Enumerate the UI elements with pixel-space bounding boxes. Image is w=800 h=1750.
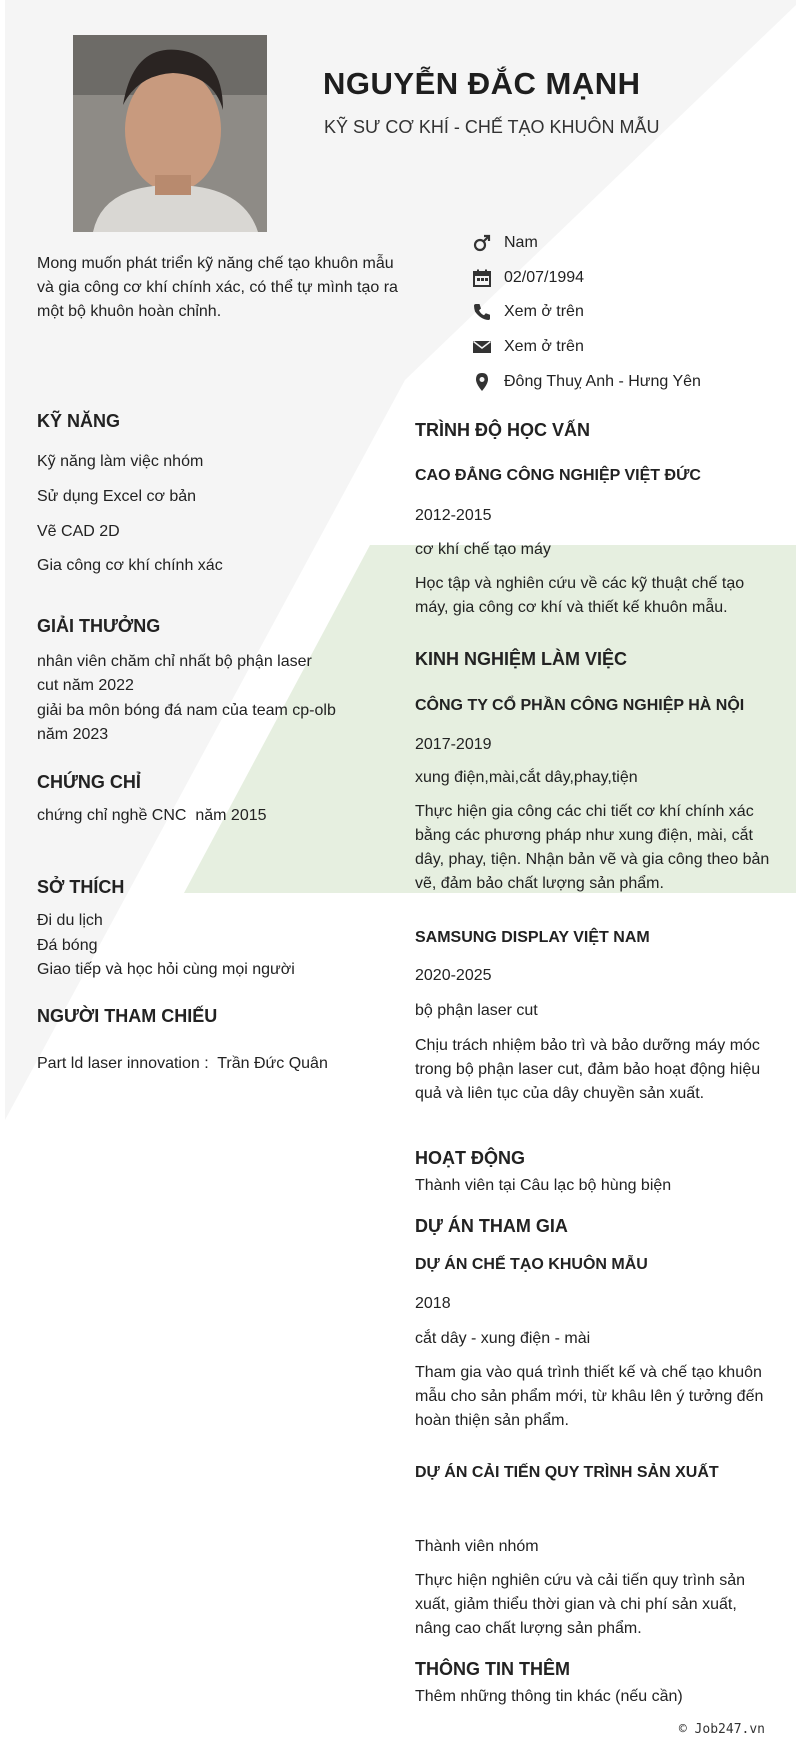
- birthday-value: 02/07/1994: [504, 269, 585, 286]
- certificate-item: chứng chỉ nghề CNC năm 2015: [37, 807, 267, 824]
- calendar-icon: [472, 268, 492, 288]
- job-description: Chịu trách nhiệm bảo trì và bảo dưỡng máy móc trong bộ phận laser cut, đảm bảo hoạt động hiệu quả và liên tục của dây chuyền sản xuất.: [415, 1037, 761, 1102]
- job-company: CÔNG TY CỔ PHẦN CÔNG NGHIỆP HÀ NỘI: [415, 697, 745, 714]
- hobby-item: Đá bóng: [37, 937, 98, 954]
- hobby-item: Giao tiếp và học hỏi cùng mọi người: [37, 961, 295, 978]
- project-description: Thực hiện nghiên cứu và cải tiến quy trình sản xuất, giảm thiểu thời gian và chi phí sản xuất, nâng cao chất lượng sản phẩm.: [415, 1572, 746, 1637]
- project-name: DỰ ÁN CẢI TIẾN QUY TRÌNH SẢN XUẤT: [415, 1464, 719, 1481]
- experience-heading: KINH NGHIỆM LÀM VIỆC: [415, 649, 628, 669]
- education-school: CAO ĐẲNG CÔNG NGHIỆP VIỆT ĐỨC: [415, 467, 701, 484]
- gender-icon: [472, 233, 492, 253]
- project-role: Thành viên nhóm: [415, 1538, 539, 1555]
- profile-photo: [73, 35, 267, 232]
- location-pin-icon: [472, 372, 492, 392]
- education-description: Học tập và nghiên cứu về các kỹ thuật chế tạo máy, gia công cơ khí và thiết kế khuôn mẫu.: [415, 575, 745, 616]
- phone-value: Xem ở trên: [504, 303, 584, 320]
- skills-heading: KỸ NĂNG: [37, 411, 121, 431]
- contact-birthday: [472, 266, 584, 290]
- additional-heading: THÔNG TIN THÊM: [415, 1659, 570, 1679]
- skill-item: Sử dụng Excel cơ bản: [37, 488, 197, 505]
- skill-item: Vẽ CAD 2D: [37, 523, 120, 540]
- education-major: cơ khí chế tạo máy: [415, 541, 551, 558]
- job-company: SAMSUNG DISPLAY VIỆT NAM: [415, 929, 650, 946]
- education-period: 2012-2015: [415, 507, 492, 524]
- address-value: Đông Thuỵ Anh - Hưng Yên: [504, 373, 701, 390]
- additional-text: Thêm những thông tin khác (nếu cần): [415, 1688, 683, 1705]
- mail-icon: [472, 337, 492, 357]
- award-item: nhân viên chăm chỉ nhất bộ phận laser cut năm 2022: [37, 653, 312, 694]
- phone-icon: [472, 302, 492, 322]
- project-period: 2018: [415, 1295, 451, 1312]
- footer-watermark: © Job247.vn: [678, 1722, 765, 1737]
- references-heading: NGƯỜI THAM CHIẾU: [37, 1006, 218, 1026]
- contact-phone: [472, 300, 584, 324]
- contact-email: [472, 335, 584, 359]
- skill-item: Gia công cơ khí chính xác: [37, 557, 223, 574]
- candidate-name: NGUYỄN ĐẮC MẠNH: [323, 66, 641, 101]
- contact-gender: [472, 231, 538, 255]
- job-position: bộ phận laser cut: [415, 1002, 538, 1019]
- project-description: Tham gia vào quá trình thiết kế và chế tạo khuôn mẫu cho sản phẩm mới, từ khâu lên ý tưởng đến hoàn thiện sản phẩm.: [415, 1364, 764, 1429]
- avatar: [73, 35, 267, 232]
- job-description: Thực hiện gia công các chi tiết cơ khí chính xác bằng các phương pháp như xung điện, mài, cắt dây, phay, tiện. Nhận bản vẽ và gia công theo bản vẽ, đảm bảo chất lượng sản phẩm.: [415, 803, 770, 892]
- hobby-item: Đi du lịch: [37, 912, 103, 929]
- projects-heading: DỰ ÁN THAM GIA: [415, 1216, 568, 1236]
- gender-value: Nam: [504, 234, 538, 251]
- skill-item: Kỹ năng làm việc nhóm: [37, 453, 204, 470]
- job-period: 2020-2025: [415, 967, 492, 984]
- email-value: Xem ở trên: [504, 338, 584, 355]
- education-heading: TRÌNH ĐỘ HỌC VẤN: [415, 420, 590, 440]
- job-period: 2017-2019: [415, 736, 492, 753]
- project-name: DỰ ÁN CHẾ TẠO KHUÔN MẪU: [415, 1256, 648, 1273]
- certificates-heading: CHỨNG CHỈ: [37, 772, 141, 792]
- project-role: cắt dây - xung điện - mài: [415, 1330, 591, 1347]
- activity-text: Thành viên tại Câu lạc bộ hùng biện: [415, 1177, 672, 1194]
- hobbies-heading: SỞ THÍCH: [37, 877, 125, 897]
- awards-heading: GIẢI THƯỞNG: [37, 616, 161, 636]
- job-position: xung điện,mài,cắt dây,phay,tiện: [415, 769, 638, 786]
- career-objective: Mong muốn phát triển kỹ năng chế tạo khuôn mẫu và gia công cơ khí chính xác, có thể tự mình tạo ra một bộ khuôn hoàn chỉnh.: [37, 255, 398, 320]
- activities-heading: HOẠT ĐỘNG: [415, 1148, 525, 1168]
- reference-text: Part ld laser innovation : Trần Đức Quân: [37, 1055, 328, 1072]
- contact-address: [472, 370, 701, 394]
- candidate-title: KỸ SƯ CƠ KHÍ - CHẾ TẠO KHUÔN MẪU: [324, 117, 660, 137]
- award-item: giải ba môn bóng đá nam của team cp-olb năm 2023: [37, 702, 336, 743]
